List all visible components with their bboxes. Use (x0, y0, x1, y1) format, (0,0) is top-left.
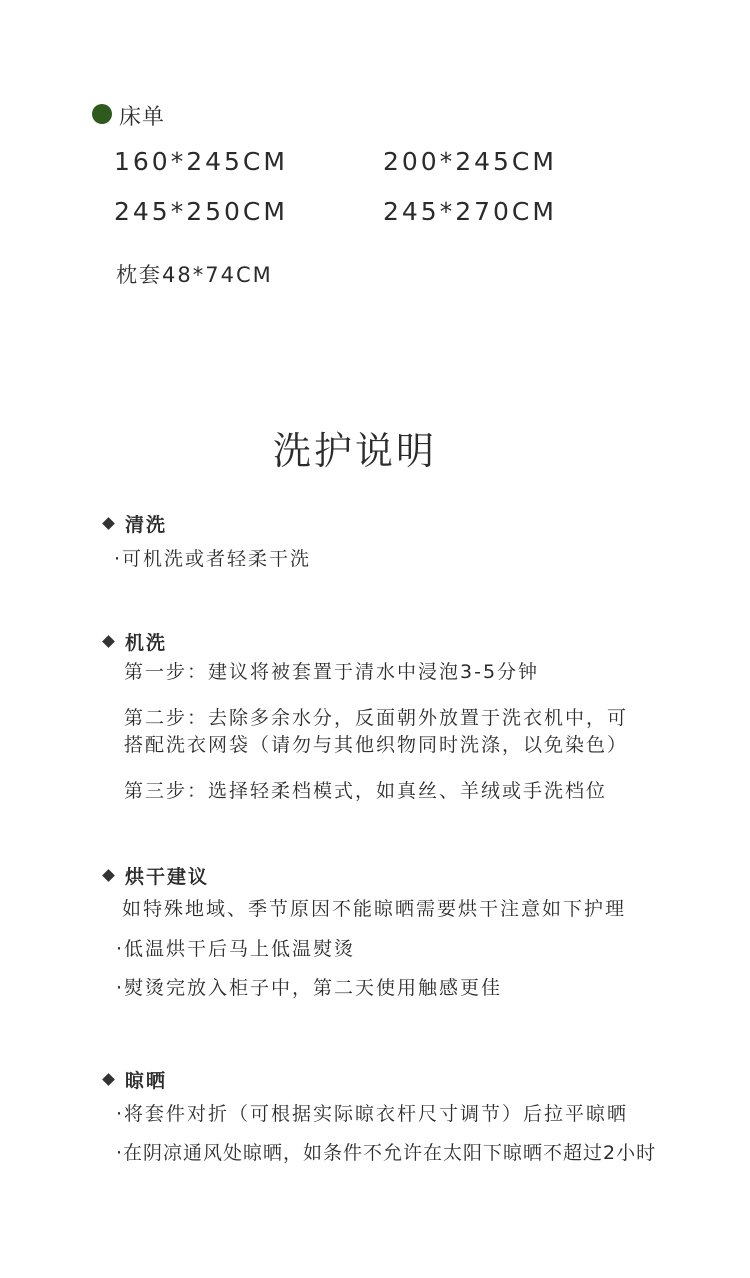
machine-step-2-b: 搭配洗衣网袋（请勿与其他织物同时洗涤，以免染色） (124, 734, 629, 756)
size-item: 245*250CM (114, 197, 288, 226)
size-item: 200*245CM (383, 147, 557, 176)
diamond-bullet-icon (102, 869, 115, 882)
drying-line: ·熨烫完放入柜子中，第二天使用触感更佳 (116, 977, 503, 999)
machine-step-3: 第三步：选择轻柔档模式，如真丝、羊绒或手洗档位 (124, 780, 608, 802)
size-item: 245*270CM (383, 197, 557, 226)
wash-line: ·可机洗或者轻柔干洗 (114, 548, 312, 570)
machine-step-1: 第一步：建议将被套置于清水中浸泡3-5分钟 (124, 661, 540, 683)
section-heading-drying (104, 862, 209, 889)
heading-text: 机洗 (125, 632, 168, 654)
bullet-dot-icon (92, 104, 112, 124)
page-title: 洗护说明 (272, 429, 437, 473)
sun-drying-line: ·将套件对折（可根据实际晾衣杆尺寸调节）后拉平晾晒 (116, 1103, 629, 1125)
machine-step-2-a: 第二步：去除多余水分，反面朝外放置于洗衣机中，可 (124, 707, 629, 729)
drying-line: 如特殊地域、季节原因不能晾晒需要烘干注意如下护理 (122, 898, 627, 920)
size-item: 160*245CM (114, 147, 288, 176)
diamond-bullet-icon (102, 1073, 115, 1086)
heading-text: 烘干建议 (125, 866, 210, 888)
diamond-bullet-icon (102, 635, 115, 648)
section-heading-sun-drying (104, 1066, 167, 1093)
heading-text: 晾晒 (125, 1070, 168, 1092)
sun-drying-line: ·在阴凉通风处晾晒，如条件不允许在太阳下晾晒不超过2小时 (116, 1142, 657, 1164)
section-heading-wash (104, 510, 167, 537)
pillowcase-size: 枕套48*74CM (116, 263, 273, 287)
heading-text: 清洗 (125, 514, 168, 536)
section-heading-machine-wash (104, 628, 167, 655)
diamond-bullet-icon (102, 517, 115, 530)
drying-line: ·低温烘干后马上低温熨烫 (116, 938, 356, 960)
bedsheet-label: 床单 (119, 105, 166, 130)
